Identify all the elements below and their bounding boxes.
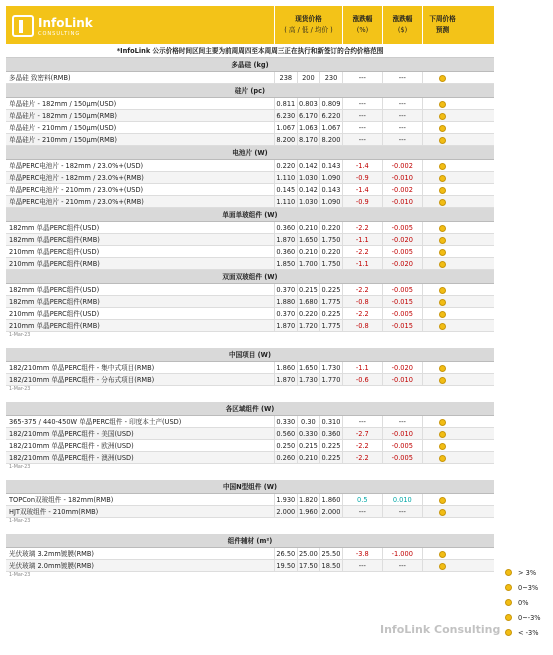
neutral-face-icon bbox=[439, 175, 446, 182]
product-name: 光伏玻璃 2.0mm镀膜(RMB) bbox=[9, 562, 94, 570]
section-rows-ntype bbox=[6, 494, 494, 518]
table-row bbox=[6, 196, 494, 208]
price-high: 19.50 bbox=[274, 560, 297, 571]
legend-item bbox=[505, 610, 551, 625]
price-high: 0.330 bbox=[274, 416, 297, 427]
price-low: 17.50 bbox=[297, 560, 320, 571]
product-name: 210mm 单晶PERC组件(RMB) bbox=[9, 322, 100, 330]
neutral-face-icon bbox=[439, 431, 446, 438]
price-avg: 1.750 bbox=[319, 258, 342, 269]
change-abs: -0.010 bbox=[382, 428, 422, 439]
table-row bbox=[6, 160, 494, 172]
sad-face-icon bbox=[505, 629, 512, 636]
forecast-cell bbox=[422, 506, 462, 517]
infolink-logo-icon bbox=[12, 15, 34, 37]
section-rows-mono-module bbox=[6, 222, 494, 270]
section-date: 1-Mar-23 bbox=[9, 387, 31, 392]
price-avg: 1.775 bbox=[319, 296, 342, 307]
change-pct: --- bbox=[342, 134, 382, 145]
neutral-face-icon bbox=[439, 237, 446, 244]
price-avg: 1.860 bbox=[319, 494, 342, 505]
legend-label: 0~-3% bbox=[518, 613, 541, 622]
product-name: 单晶PERC电池片 - 182mm / 23.0%+(RMB) bbox=[9, 174, 144, 182]
table-row bbox=[6, 416, 494, 428]
forecast-cell bbox=[422, 416, 462, 427]
neutral-face-icon bbox=[439, 113, 446, 120]
price-avg: 0.225 bbox=[319, 452, 342, 463]
price-high: 0.360 bbox=[274, 246, 297, 257]
product-name: 210mm 单晶PERC组件(RMB) bbox=[9, 260, 100, 268]
table-row bbox=[6, 184, 494, 196]
table-row bbox=[6, 440, 494, 452]
forecast-cell bbox=[422, 184, 462, 195]
change-pct: -0.8 bbox=[342, 296, 382, 307]
product-name: 182mm 单晶PERC组件(RMB) bbox=[9, 236, 100, 244]
price-low: 1.820 bbox=[297, 494, 320, 505]
change-abs: -0.002 bbox=[382, 160, 422, 171]
change-pct: -2.2 bbox=[342, 440, 382, 451]
forecast-legend bbox=[505, 565, 551, 640]
table-row bbox=[6, 72, 494, 84]
change-abs-header: 涨跌幅 ($) bbox=[382, 6, 422, 44]
product-name: 182mm 单晶PERC组件(USD) bbox=[9, 224, 100, 232]
change-pct: -2.2 bbox=[342, 246, 382, 257]
change-pct: 0.5 bbox=[342, 494, 382, 505]
section-rows-polysilicon bbox=[6, 72, 494, 84]
forecast-cell bbox=[422, 548, 462, 559]
forecast-cell bbox=[422, 452, 462, 463]
price-low: 1.063 bbox=[297, 122, 320, 133]
section-title-ntype: 中国N型组件 (W) bbox=[6, 480, 494, 494]
change-abs: -0.005 bbox=[382, 284, 422, 295]
neutral-face-icon bbox=[439, 455, 446, 462]
change-pct: --- bbox=[342, 506, 382, 517]
price-high: 1.870 bbox=[274, 320, 297, 331]
table-row bbox=[6, 320, 494, 332]
forecast-cell bbox=[422, 246, 462, 257]
neutral-face-icon bbox=[439, 365, 446, 372]
price-high: 0.260 bbox=[274, 452, 297, 463]
price-avg: 0.143 bbox=[319, 184, 342, 195]
price-high: 0.811 bbox=[274, 98, 297, 109]
price-low: 0.215 bbox=[297, 440, 320, 451]
section-rows-regional bbox=[6, 416, 494, 464]
change-abs: -0.020 bbox=[382, 362, 422, 373]
price-high: 0.220 bbox=[274, 160, 297, 171]
price-high: 0.560 bbox=[274, 428, 297, 439]
change-pct: -0.9 bbox=[342, 196, 382, 207]
price-avg: 1.750 bbox=[319, 234, 342, 245]
table-row bbox=[6, 122, 494, 134]
section-title-bifacial-module: 双面双玻组件 (W) bbox=[6, 270, 494, 284]
product-name: 单晶硅片 - 210mm / 150μm(RMB) bbox=[9, 136, 117, 144]
price-high: 0.360 bbox=[274, 222, 297, 233]
price-high: 0.145 bbox=[274, 184, 297, 195]
price-low: 1.730 bbox=[297, 374, 320, 385]
product-name: 182/210mm 单晶PERC组件 - 美国(USD) bbox=[9, 430, 134, 438]
neutral-face-icon bbox=[439, 225, 446, 232]
price-low: 1.030 bbox=[297, 196, 320, 207]
table-header bbox=[6, 6, 494, 44]
price-avg: 0.360 bbox=[319, 428, 342, 439]
price-low: 1.650 bbox=[297, 234, 320, 245]
price-low: 0.803 bbox=[297, 98, 320, 109]
neutral-face-icon bbox=[439, 419, 446, 426]
table-row bbox=[6, 110, 494, 122]
neutral-face-icon bbox=[439, 311, 446, 318]
product-name: 182/210mm 单晶PERC组件 - 澳洲(USD) bbox=[9, 454, 134, 462]
neutral-face-icon bbox=[439, 163, 446, 170]
price-high: 238 bbox=[274, 72, 297, 83]
change-abs: -0.015 bbox=[382, 296, 422, 307]
change-pct: -1.1 bbox=[342, 362, 382, 373]
product-name: 182/210mm 单晶PERC组件 - 集中式项目(RMB) bbox=[9, 364, 155, 372]
legend-label: > 3% bbox=[518, 568, 537, 577]
price-low: 200 bbox=[297, 72, 320, 83]
neutral-face-icon bbox=[439, 443, 446, 450]
infolink-logo bbox=[6, 6, 274, 44]
price-low: 1.700 bbox=[297, 258, 320, 269]
happy-face-icon bbox=[505, 569, 512, 576]
section-rows-wafer bbox=[6, 98, 494, 146]
section-title-aux: 组件辅材 (m²) bbox=[6, 534, 494, 548]
table-row bbox=[6, 134, 494, 146]
price-notice: *InfoLink 公示价格时间区间主要为前周周四至本周周三正在执行和新签订的合约价格范围 bbox=[6, 44, 494, 58]
price-avg: 0.225 bbox=[319, 308, 342, 319]
product-name: 单晶硅片 - 210mm / 150μm(USD) bbox=[9, 124, 117, 132]
price-avg: 0.225 bbox=[319, 284, 342, 295]
price-low: 0.210 bbox=[297, 452, 320, 463]
price-low: 1.650 bbox=[297, 362, 320, 373]
smile-face-icon bbox=[505, 584, 512, 591]
forecast-cell bbox=[422, 98, 462, 109]
neutral-face-icon bbox=[439, 287, 446, 294]
change-pct: -1.4 bbox=[342, 184, 382, 195]
forecast-cell bbox=[422, 196, 462, 207]
price-low: 0.142 bbox=[297, 160, 320, 171]
section-rows-cell bbox=[6, 160, 494, 208]
price-avg: 0.143 bbox=[319, 160, 342, 171]
price-high: 1.930 bbox=[274, 494, 297, 505]
product-name: 365-375 / 440-450W 单晶PERC组件 - 印度本土产(USD) bbox=[9, 418, 182, 426]
worried-face-icon bbox=[505, 614, 512, 621]
forecast-cell bbox=[422, 110, 462, 121]
change-abs: -0.005 bbox=[382, 246, 422, 257]
forecast-cell bbox=[422, 362, 462, 373]
price-avg: 1.090 bbox=[319, 196, 342, 207]
price-high: 2.000 bbox=[274, 506, 297, 517]
forecast-header: 下周价格 预测 bbox=[422, 6, 462, 44]
table-row bbox=[6, 246, 494, 258]
legend-label: 0~3% bbox=[518, 583, 539, 592]
legend-label: < -3% bbox=[518, 628, 539, 637]
price-avg: 0.220 bbox=[319, 246, 342, 257]
price-avg: 18.50 bbox=[319, 560, 342, 571]
price-low: 1.720 bbox=[297, 320, 320, 331]
change-pct: -0.9 bbox=[342, 172, 382, 183]
neutral-face-icon bbox=[439, 249, 446, 256]
neutral-face-icon bbox=[439, 75, 446, 82]
forecast-cell bbox=[422, 296, 462, 307]
forecast-cell bbox=[422, 258, 462, 269]
price-avg: 1.730 bbox=[319, 362, 342, 373]
product-name: 多晶硅 致密料(RMB) bbox=[9, 74, 71, 82]
change-pct: -2.2 bbox=[342, 452, 382, 463]
price-high: 1.110 bbox=[274, 196, 297, 207]
section-date: 1-Mar-23 bbox=[9, 519, 31, 524]
logo-text: InfoLink bbox=[38, 16, 93, 30]
price-low: 0.220 bbox=[297, 308, 320, 319]
change-abs: --- bbox=[382, 134, 422, 145]
price-high: 8.200 bbox=[274, 134, 297, 145]
change-pct: -1.4 bbox=[342, 160, 382, 171]
table-row bbox=[6, 222, 494, 234]
section-title-wafer: 硅片 (pc) bbox=[6, 84, 494, 98]
price-avg: 0.809 bbox=[319, 98, 342, 109]
change-pct: -0.6 bbox=[342, 374, 382, 385]
price-low: 6.170 bbox=[297, 110, 320, 121]
change-pct: -2.2 bbox=[342, 222, 382, 233]
forecast-cell bbox=[422, 222, 462, 233]
price-low: 0.210 bbox=[297, 222, 320, 233]
change-abs: --- bbox=[382, 122, 422, 133]
change-abs: -0.020 bbox=[382, 234, 422, 245]
change-pct: -2.7 bbox=[342, 428, 382, 439]
change-pct: -2.2 bbox=[342, 284, 382, 295]
change-abs: -0.005 bbox=[382, 308, 422, 319]
price-avg: 1.775 bbox=[319, 320, 342, 331]
neutral-face-icon bbox=[439, 509, 446, 516]
price-avg: 1.067 bbox=[319, 122, 342, 133]
price-low: 0.30 bbox=[297, 416, 320, 427]
neutral-face-icon bbox=[505, 599, 512, 606]
product-name: 210mm 单晶PERC组件(USD) bbox=[9, 310, 100, 318]
forecast-cell bbox=[422, 72, 462, 83]
change-abs: --- bbox=[382, 506, 422, 517]
change-pct: -2.2 bbox=[342, 308, 382, 319]
forecast-cell bbox=[422, 320, 462, 331]
price-high: 0.370 bbox=[274, 308, 297, 319]
price-low: 1.680 bbox=[297, 296, 320, 307]
table-row bbox=[6, 308, 494, 320]
product-name: 182/210mm 单晶PERC组件 - 欧洲(USD) bbox=[9, 442, 134, 450]
change-pct: -3.8 bbox=[342, 548, 382, 559]
price-avg: 230 bbox=[319, 72, 342, 83]
neutral-face-icon bbox=[439, 137, 446, 144]
forecast-cell bbox=[422, 172, 462, 183]
table-row bbox=[6, 234, 494, 246]
legend-label: 0% bbox=[518, 598, 529, 607]
neutral-face-icon bbox=[439, 563, 446, 570]
product-name: 182mm 单晶PERC组件(RMB) bbox=[9, 298, 100, 306]
forecast-cell bbox=[422, 308, 462, 319]
price-low: 0.215 bbox=[297, 284, 320, 295]
forecast-cell bbox=[422, 160, 462, 171]
change-pct: --- bbox=[342, 110, 382, 121]
change-abs: -0.010 bbox=[382, 374, 422, 385]
neutral-face-icon bbox=[439, 199, 446, 206]
change-pct: --- bbox=[342, 122, 382, 133]
price-high: 1.850 bbox=[274, 258, 297, 269]
forecast-cell bbox=[422, 374, 462, 385]
neutral-face-icon bbox=[439, 125, 446, 132]
neutral-face-icon bbox=[439, 551, 446, 558]
change-pct: --- bbox=[342, 416, 382, 427]
price-avg: 8.200 bbox=[319, 134, 342, 145]
section-title-cell: 电池片 (W) bbox=[6, 146, 494, 160]
table-row bbox=[6, 506, 494, 518]
neutral-face-icon bbox=[439, 497, 446, 504]
legend-item bbox=[505, 625, 551, 640]
table-row bbox=[6, 258, 494, 270]
change-abs: --- bbox=[382, 72, 422, 83]
change-pct: -0.8 bbox=[342, 320, 382, 331]
change-abs: -1.000 bbox=[382, 548, 422, 559]
section-title-china: 中国项目 (W) bbox=[6, 348, 494, 362]
section-title-polysilicon: 多晶硅 (kg) bbox=[6, 58, 494, 72]
change-abs: --- bbox=[382, 110, 422, 121]
product-name: 单晶硅片 - 182mm / 150μm(USD) bbox=[9, 100, 117, 108]
price-low: 0.330 bbox=[297, 428, 320, 439]
section-rows-bifacial-module bbox=[6, 284, 494, 332]
change-abs: --- bbox=[382, 98, 422, 109]
change-abs: -0.005 bbox=[382, 222, 422, 233]
forecast-cell bbox=[422, 494, 462, 505]
price-low: 0.142 bbox=[297, 184, 320, 195]
price-low: 8.170 bbox=[297, 134, 320, 145]
table-row bbox=[6, 172, 494, 184]
table-row bbox=[6, 284, 494, 296]
table-row bbox=[6, 494, 494, 506]
product-name: HJT双玻组件 - 210mm(RMB) bbox=[9, 508, 99, 516]
price-high: 0.250 bbox=[274, 440, 297, 451]
product-name: 光伏玻璃 3.2mm镀膜(RMB) bbox=[9, 550, 94, 558]
table-row bbox=[6, 560, 494, 572]
table-row bbox=[6, 296, 494, 308]
legend-item bbox=[505, 595, 551, 610]
price-avg: 2.000 bbox=[319, 506, 342, 517]
section-date: 1-Mar-23 bbox=[9, 573, 31, 578]
price-avg: 6.220 bbox=[319, 110, 342, 121]
table-row bbox=[6, 98, 494, 110]
table-row bbox=[6, 362, 494, 374]
price-high: 1.870 bbox=[274, 374, 297, 385]
product-name: 182/210mm 单晶PERC组件 - 分布式项目(RMB) bbox=[9, 376, 155, 384]
price-high: 0.370 bbox=[274, 284, 297, 295]
change-abs: --- bbox=[382, 560, 422, 571]
forecast-cell bbox=[422, 560, 462, 571]
change-pct: -1.1 bbox=[342, 234, 382, 245]
section-date: 1-Mar-23 bbox=[9, 465, 31, 470]
change-pct: --- bbox=[342, 98, 382, 109]
neutral-face-icon bbox=[439, 377, 446, 384]
price-avg: 0.225 bbox=[319, 440, 342, 451]
price-avg: 1.770 bbox=[319, 374, 342, 385]
table-row bbox=[6, 374, 494, 386]
table-body bbox=[6, 58, 494, 578]
change-abs: -0.005 bbox=[382, 452, 422, 463]
legend-item bbox=[505, 580, 551, 595]
price-high: 1.870 bbox=[274, 234, 297, 245]
product-name: 单晶硅片 - 182mm / 150μm(RMB) bbox=[9, 112, 117, 120]
neutral-face-icon bbox=[439, 187, 446, 194]
neutral-face-icon bbox=[439, 299, 446, 306]
product-name: 单晶PERC电池片 - 210mm / 23.0%+(USD) bbox=[9, 186, 144, 194]
section-rows-aux bbox=[6, 548, 494, 572]
price-table bbox=[6, 6, 494, 578]
section-title-mono-module: 单面单玻组件 (W) bbox=[6, 208, 494, 222]
table-row bbox=[6, 548, 494, 560]
price-avg: 0.220 bbox=[319, 222, 342, 233]
price-low: 1.960 bbox=[297, 506, 320, 517]
logo-subtext: CONSULTING bbox=[38, 31, 81, 37]
product-name: 182mm 单晶PERC组件(USD) bbox=[9, 286, 100, 294]
price-low: 25.00 bbox=[297, 548, 320, 559]
price-low: 1.030 bbox=[297, 172, 320, 183]
forecast-cell bbox=[422, 440, 462, 451]
change-pct-header: 涨跌幅 (%) bbox=[342, 6, 382, 44]
spot-price-header: 现货价格 ( 高 / 低 / 均价 ) bbox=[274, 6, 342, 44]
change-pct: --- bbox=[342, 560, 382, 571]
price-avg: 25.50 bbox=[319, 548, 342, 559]
product-name: 单晶PERC电池片 - 182mm / 23.0%+(USD) bbox=[9, 162, 144, 170]
change-abs: -0.010 bbox=[382, 172, 422, 183]
forecast-cell bbox=[422, 284, 462, 295]
product-name: 210mm 单晶PERC组件(USD) bbox=[9, 248, 100, 256]
neutral-face-icon bbox=[439, 101, 446, 108]
neutral-face-icon bbox=[439, 261, 446, 268]
price-high: 1.067 bbox=[274, 122, 297, 133]
change-abs: --- bbox=[382, 416, 422, 427]
product-name: TOPCon双玻组件 - 182mm(RMB) bbox=[9, 496, 114, 504]
price-high: 1.110 bbox=[274, 172, 297, 183]
table-row bbox=[6, 428, 494, 440]
product-name: 单晶PERC电池片 - 210mm / 23.0%+(RMB) bbox=[9, 198, 144, 206]
price-high: 1.860 bbox=[274, 362, 297, 373]
table-row bbox=[6, 452, 494, 464]
price-high: 6.230 bbox=[274, 110, 297, 121]
change-abs: -0.015 bbox=[382, 320, 422, 331]
change-pct: --- bbox=[342, 72, 382, 83]
price-avg: 1.090 bbox=[319, 172, 342, 183]
section-title-regional: 各区域组件 (W) bbox=[6, 402, 494, 416]
watermark: InfoLink Consulting bbox=[380, 623, 501, 636]
price-high: 26.50 bbox=[274, 548, 297, 559]
forecast-cell bbox=[422, 134, 462, 145]
neutral-face-icon bbox=[439, 323, 446, 330]
legend-item bbox=[505, 565, 551, 580]
section-date: 1-Mar-23 bbox=[9, 333, 31, 338]
change-abs: -0.002 bbox=[382, 184, 422, 195]
section-rows-china bbox=[6, 362, 494, 386]
forecast-cell bbox=[422, 234, 462, 245]
price-low: 0.210 bbox=[297, 246, 320, 257]
change-abs: 0.010 bbox=[382, 494, 422, 505]
change-abs: -0.010 bbox=[382, 196, 422, 207]
change-abs: -0.005 bbox=[382, 440, 422, 451]
forecast-cell bbox=[422, 122, 462, 133]
price-avg: 0.310 bbox=[319, 416, 342, 427]
price-high: 1.880 bbox=[274, 296, 297, 307]
forecast-cell bbox=[422, 428, 462, 439]
change-abs: -0.020 bbox=[382, 258, 422, 269]
change-pct: -1.1 bbox=[342, 258, 382, 269]
